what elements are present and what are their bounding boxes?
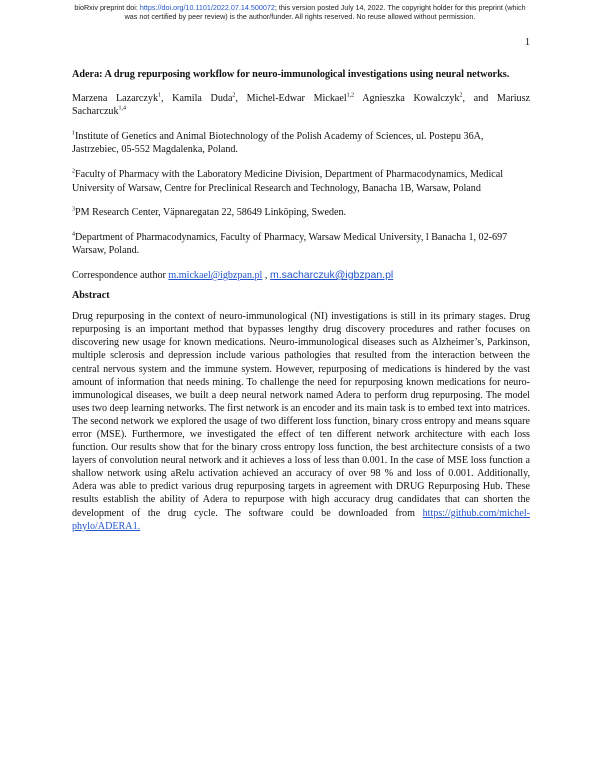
page-number: 1 [525,37,530,48]
preprint-prefix: bioRxiv preprint doi: [74,3,140,12]
preprint-suffix: ; this version posted July 14, 2022. The copyright holder for this preprint (which [274,3,526,12]
correspondence [72,269,530,283]
doi-link[interactable]: https://doi.org/10.1101/2022.07.14.500072 [139,3,275,12]
email-link-2[interactable]: m.sacharczuk@igbzpan.pl [269,268,394,281]
author-1-sup: 1 [158,92,161,99]
affiliation-3 [72,206,530,220]
affiliation-4 [72,231,530,258]
author-3-sup: 1,2 [346,92,355,99]
author-list [72,92,530,119]
author-2-sup: 2 [232,92,236,99]
affiliation-2 [72,168,530,195]
affiliation-4-text: Department of Pharmacodynamics, Faculty of Pharmacy, Warsaw Medical University, l Banacha 1, 02-697 Warsaw, Poland. [72,231,508,257]
correspondence-label: Correspondence author [72,269,169,281]
paper-body [72,68,530,533]
author-5: , and Mariusz Sacharczuk [72,92,530,118]
abstract-text [72,310,530,533]
affiliation-1-text: Institute of Genetics and Animal Biotechnology of the Polish Academy of Sciences, ul. Postepu 36A, Jastrzebiec, 05-552 Magdalenka, Poland. [72,130,484,156]
github-link[interactable]: https://github.com/michel-phylo/ADERA1. [72,507,530,532]
author-1: Marzena Lazarczyk [72,92,158,104]
author-4: Agnieszka Kowalczyk [354,92,460,104]
affiliation-4-sup: 4 [72,231,75,238]
abstract-heading: Abstract [72,289,110,301]
affiliation-2-text: Faculty of Pharmacy with the Laboratory Medicine Division, Department of Pharmacodynamics, Medical University of Warsaw, Centre for Preclinical Research and Technology, Banacha 1B, Warsaw, Poland [72,168,504,194]
affiliation-1 [72,130,530,157]
author-3: , Michel-Edwar Mickael [235,92,347,104]
affiliation-1-sup: 1 [72,130,75,137]
email-separator: , [262,269,270,281]
author-5-sup: 1,4 [118,105,127,112]
preprint-line-2: was not certified by peer review) is the author/funder. All rights reserved. No reuse allowed without permission. [124,12,476,21]
author-2: , Kamila Duda [161,92,233,104]
affiliation-3-sup: 3 [72,206,75,213]
author-4-sup: 2 [459,92,463,99]
affiliation-2-sup: 2 [72,168,75,175]
paper-title: Adera: A drug repurposing workflow for neuro-immunological investigations using neural networks. [72,69,510,80]
email-link-1[interactable]: m.mickael@igbzpan.pl [168,269,263,281]
abstract-body: Drug repurposing in the context of neuro-immunological (NI) investigations is still in its primary stages. Drug repurposing is an important method that bypasses lengthy drug discovery procedures and rather focuses on discovering new usage for known medications. Neuro-immunological diseases such as Alzheimer’s, Parkinson, multiple sclerosis and depression include various pathologies that resulted from the interaction between the central nervous system and the immune system. However, repurposing of medications is hindered by the vast amount of information that needs mining. To challenge the need for repurposing known medications for neuro-immunological diseases, we built a deep neural network named Adera to perform drug repurposing. The model uses two deep learning networks. The first network is an encoder and its main task is to embed text into matrices. The second network we explored the usage of two different loss function, binary cross entropy and means square error (MSE). Furthermore, we investigated the effect of ten different network architecture with each loss function. Our results show that for the binary cross entropy loss function, the best architecture consists of a two layers of convolution neural network and it achieves a loss of less than 0.001. In the case of MSE loss function a shallow network using aRelu activation achieved an accuracy of over 98 % and loss of 0.001. Additionally, Adera was able to predict various drug repurposing targets in agreement with DRUG Repurposing Hub. These results establish the ability of Adera to repurpose with high accuracy drug candidates that can shorten the development of the drug cycle. The software could be downloaded from [72,311,530,519]
preprint-notice [0,3,600,21]
preprint-line-1 [0,3,600,12]
affiliation-3-text: PM Research Center, Väpnaregatan 22, 58649 Linköping, Sweden. [75,207,347,219]
